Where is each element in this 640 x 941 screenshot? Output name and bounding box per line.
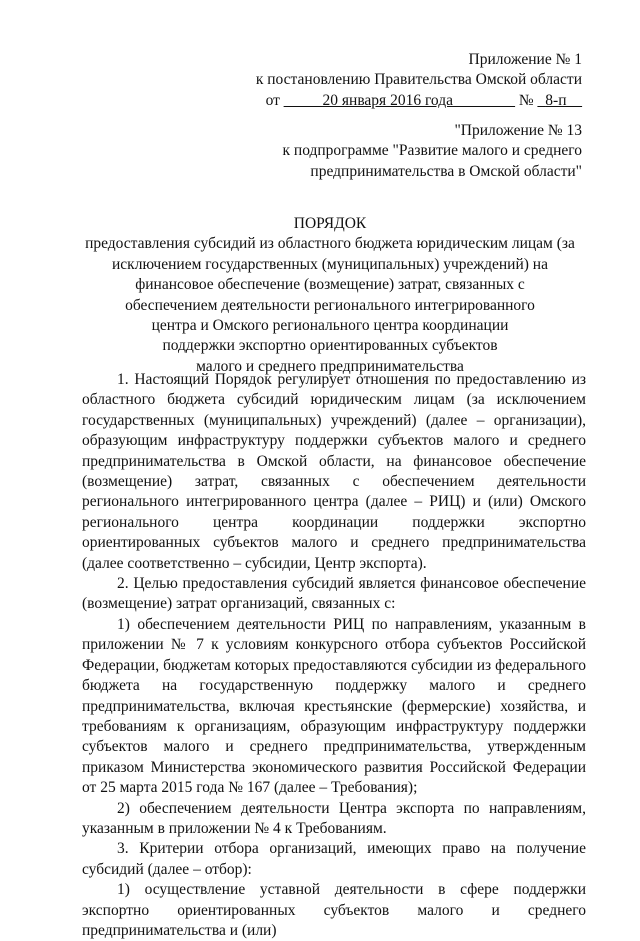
title-line: поддержки экспортно ориентированных субъектов [162,337,498,355]
title-line: предоставления субсидий из областного бюджета юридическим лицам (за [85,235,575,253]
paragraph-2-item-1: 1) обеспечением деятельности РИЦ по направлениям, указанным в приложении № 7 к условиям конкурсного отбора субъектов Российской Федерации, бюджетам которых предоставляются субсидии из федерального бюджета на государственную поддержку малого и среднего предпринимательства, включая крестьянские (фермерские) хозяйства, и требованиям к организациям, образующим инфраструктуру поддержки субъектов малого и среднего предпринимательства, утвержденным приказом Министерства экономического развития Российской Федерации от 25 марта 2015 года № 167 (далее – Требования); [82,615,586,797]
document-body [82,370,586,941]
subprogram-reference: к подпрограмме "Развитие малого и среднего [282,142,582,160]
paragraph-2-item-2: 2) обеспечением деятельности Центра экспорта по направлениям, указанным в приложении № 4 к Требованиям. [82,799,586,837]
title-line: исключением государственных (муниципальных) учреждений) на [112,255,548,273]
title-line: малого и среднего предпринимательства [196,357,464,375]
attachment-1-header [256,50,582,111]
attachment-13-label: "Приложение № 13 [454,122,582,139]
paragraph-3: 3. Критерии отбора организаций, имеющих право на получение субсидий (далее – отбор): [82,840,586,878]
paragraph-1: 1. Настоящий Порядок регулирует отношения по предоставлению из областного бюджета субсидий юридическим лицам (за исключением государственных (муниципальных) учреждений) (далее – организации), образующим инфраструктуру поддержки субъектов малого и среднего предпринимательства в Омской области, на финансовое обеспечение (возмещение) затрат, связанных с обеспечением деятельности регионального интегрированного центра (далее – РИЦ) и (или) Омского регионального центра координации поддержки экспортно ориентированных субъектов малого и среднего предпринимательства (далее соответственно – субсидии, Центр экспорта). [82,371,586,572]
resolution-date-number [256,91,582,111]
paragraph-2: 2. Целью предоставления субсидий является финансовое обеспечение (возмещение) затрат организаций, связанных с: [82,575,586,613]
attachment-1-label: Приложение № 1 [468,51,582,68]
title-line: обеспечением деятельности регионального интегрированного [125,296,535,314]
title-line: центра и Омского регионального центра координации [151,317,509,335]
resolution-date: _____20 января 2016 года________ [283,91,515,109]
number-sign: № [518,91,534,109]
attachment-13-header [283,121,583,182]
paragraph-3-item-1: 1) осуществление уставной деятельности в сфере поддержки экспортно ориентированных субъектов малого и среднего предпринимательства и (или) [82,881,586,939]
document-title [60,214,600,377]
title-line: финансовое обеспечение (возмещение) затрат, связанных с [135,276,525,294]
resolution-number: _8-п__ [537,91,582,109]
resolution-reference: к постановлению Правительства Омской области [255,71,582,89]
subprogram-name: предпринимательства в Омской области" [310,162,582,180]
title-heading: ПОРЯДОК [293,215,367,232]
from-prefix: от [265,91,280,109]
